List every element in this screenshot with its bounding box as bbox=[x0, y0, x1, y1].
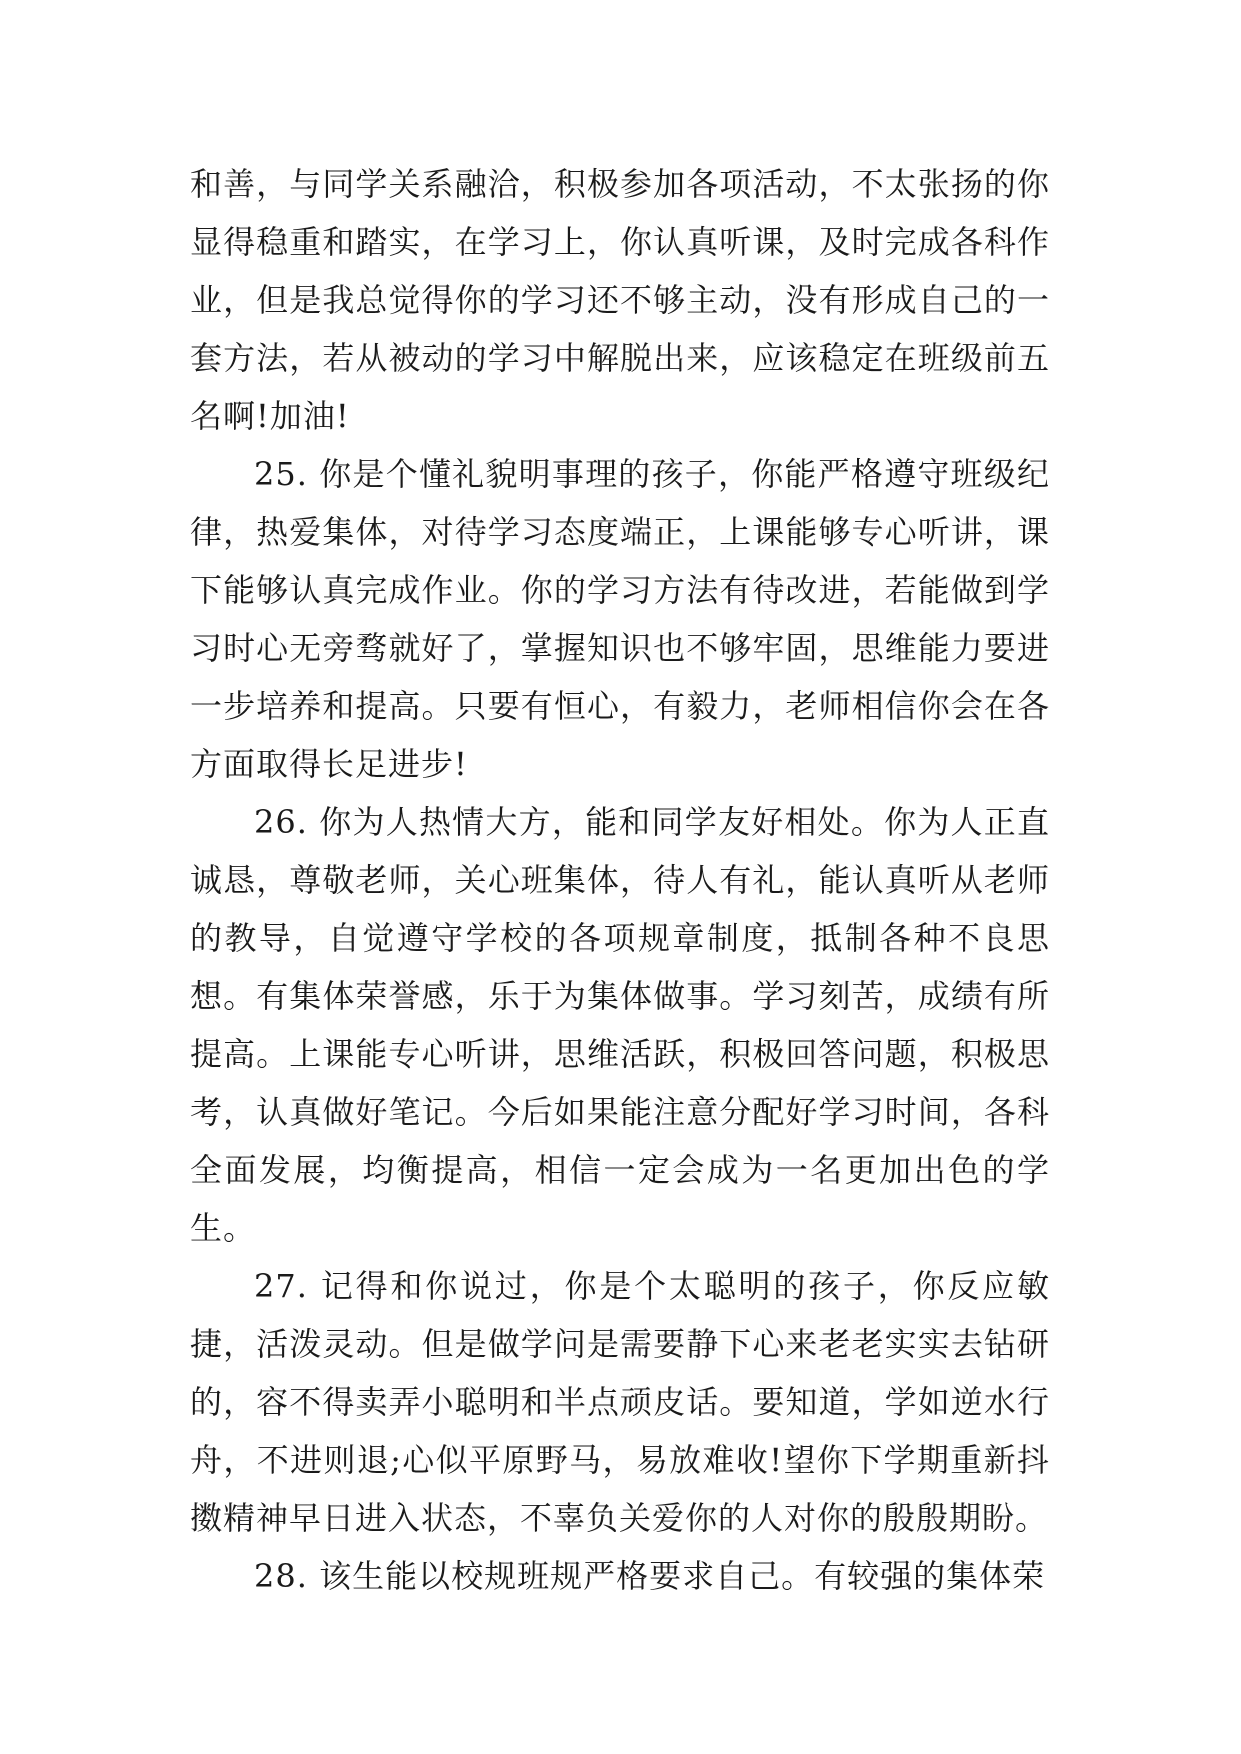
paragraph-25: 25. 你是个懂礼貌明事理的孩子，你能严格遵守班级纪律，热爱集体，对待学习态度端正，上课能够专心听讲，课下能够认真完成作业。你的学习方法有待改进，若能做到学习时心无旁骛就好了，掌握知识也不够牢固，思维能力要进一步培养和提高。只要有恒心，有毅力，老师相信你会在各方面取得长足进步! bbox=[190, 455, 1050, 783]
paragraph-28: 28. 该生能以校规班规严格要求自己。有较强的集体荣 bbox=[254, 1557, 1046, 1595]
paragraph-26: 26. 你为人热情大方，能和同学友好相处。你为人正直诚恳，尊敬老师，关心班集体，待人有礼，能认真听从老师的教导，自觉遵守学校的各项规章制度，抵制各种不良思想。有集体荣誉感，乐于为集体做事。学习刻苦，成绩有所提高。上课能专心听讲，思维活跃，积极回答问题，积极思考，认真做好笔记。今后如果能注意分配好学习时间，各科全面发展，均衡提高，相信一定会成为一名更加出色的学生。 bbox=[190, 803, 1050, 1247]
document-body bbox=[190, 155, 1050, 1605]
paragraph-continuation: 和善，与同学关系融洽，积极参加各项活动，不太张扬的你显得稳重和踏实，在学习上，你认真听课，及时完成各科作业，但是我总觉得你的学习还不够主动，没有形成自己的一套方法，若从被动的学习中解脱出来，应该稳定在班级前五名啊!加油! bbox=[190, 165, 1050, 435]
paragraph-27: 27. 记得和你说过，你是个太聪明的孩子，你反应敏捷，活泼灵动。但是做学问是需要静下心来老老实实去钻研的，容不得卖弄小聪明和半点顽皮话。要知道，学如逆水行舟，不进则退;心似平原野马，易放难收!望你下学期重新抖擞精神早日进入状态，不辜负关爱你的人对你的殷殷期盼。 bbox=[190, 1267, 1050, 1537]
